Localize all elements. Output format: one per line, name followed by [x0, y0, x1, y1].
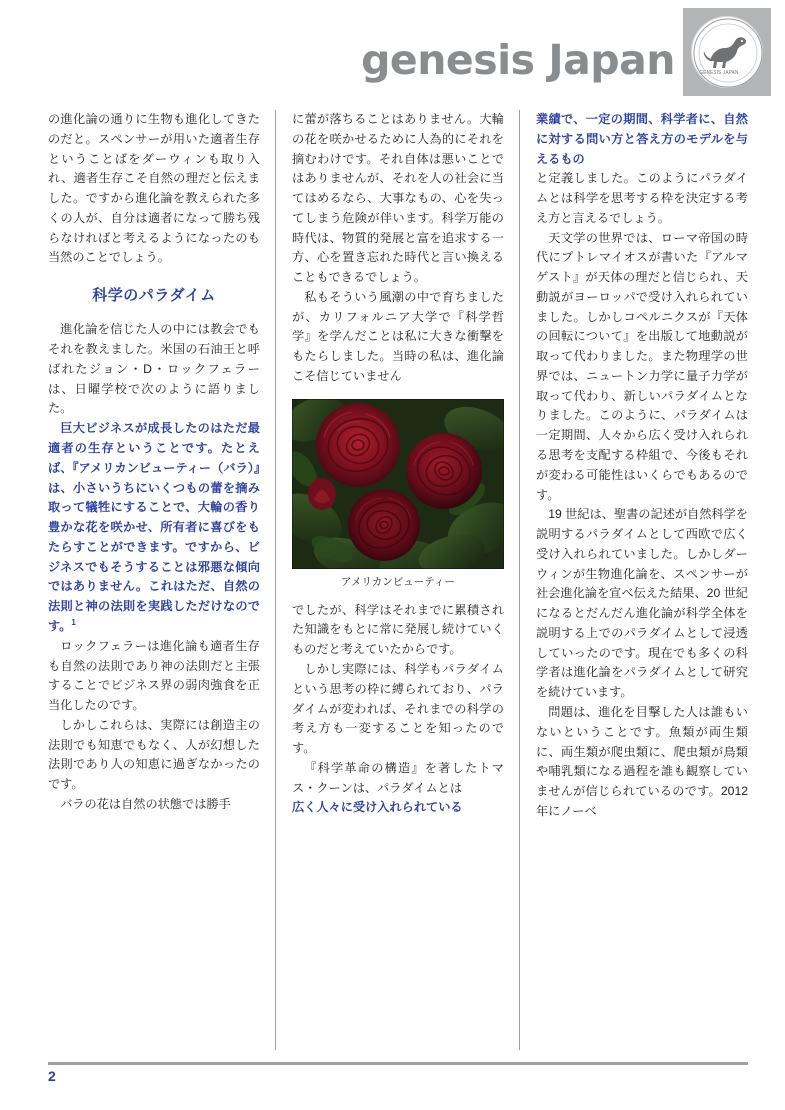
section-heading: 科学のパラダイム [92, 287, 216, 305]
paragraph: 天文学の世界では、ローマ帝国の時代にプトレマイオスが書いた『アルマゲスト』が天体の理だと信じられ、天動説がヨーロッパで受け入れられていました。しかしコペルニクスが『天体の回転について』を出版して地動説が取って代わりました。また物理学の世界では、ニュートン力学に量子力学が取って代わり、新しいパラダイムとなりました。このように、パラダイムは一定期間、人々から広く受け入れられる思考を支配する枠組で、今後もそれが変わる可能性はいくらでもあるのです。 [536, 230, 748, 502]
roses-illustration [292, 399, 504, 569]
paragraph: と定義しました。このようにパラダイムとは科学を思考する枠を決定する考え方と言えるでしょう。 [536, 171, 748, 225]
article-body [48, 110, 748, 1050]
logo-ring-label [683, 8, 755, 80]
column-divider-2 [519, 110, 520, 1050]
paragraph-highlight-text: 巨大ビジネスが成長したのはただ最適者の生存ということです。たとえば、『アメリカンビューティー（バラ）』は、小さいうちにいくつもの蕾を摘み取って犠牲にすることで、大輪の香り豊かな花を咲かせ、所有者に喜びをもたらすことができます。ですから、ビジネスでもそうすることは邪悪な傾向ではありません。これはただ、自然の法則と神の法則を実践しただけなのです。 [48, 421, 260, 633]
paragraph: しかし実際には、科学もパラダイムという思考の枠に縛られており、パラダイムが変われば、それまでの科学の考え方も一変することを知ったのです。 [292, 662, 504, 756]
footnote-marker: 1 [71, 617, 76, 627]
paragraph: 19 世紀は、聖書の記述が自然科学を説明するパラダイムとして西欧で広く受け入れられていました。しかしダーウィンが生物進化論を、スペンサーが社会進化論を宣べ伝えた結果、20 世紀になるとだんだん進化論が科学全体を説明する上でのパラダイムとして浸透していったのです。現在でも多くの科学者は進化論をパラダイムとして研究を続けています。 [536, 507, 748, 700]
paragraph-highlight: 広く人々に受け入れられている [292, 800, 463, 815]
column-1 [48, 110, 260, 1050]
column-divider-1 [275, 110, 276, 1050]
paragraph-highlight [48, 419, 260, 636]
paragraph [292, 759, 504, 799]
figure-roses [292, 399, 504, 591]
paragraph: 私もそういう風潮の中で育ちましたが、カリフォルニア大学で『科学哲学』を学んだことは私に大きな衝撃をもたらしました。当時の私は、進化論こそ信じていません [292, 289, 504, 383]
photo-american-beauty-roses [292, 399, 504, 569]
paragraph: 問題は、進化を目撃した人は誰もいないということです。魚類が両生類に、両生類が爬虫類に、爬虫類が鳥類や哺乳類になる過程を誰も観察していませんが信じられているのです。2012 年にノーベ [536, 704, 748, 818]
footer-divider [48, 1062, 748, 1065]
paragraph: ロックフェラーは進化論も適者生存も自然の法則であり神の法則だと主張することでビジネス界の弱肉強食を正当化したのです。 [48, 638, 260, 713]
page-number: 2 [48, 1068, 56, 1084]
logo-box [683, 8, 771, 96]
paragraph: 進化論を信じた人の中には教会でもそれを教えました。米国の石油王と呼ばれたジョン・D・ロックフェラーは、日曜学校で次のように語りました。 [48, 322, 260, 416]
paragraph-text: 『科学革命の構造』を著したトマス・クーンは、パラダイムとは [292, 760, 504, 795]
column-2 [292, 110, 504, 1050]
figure-caption: アメリカンビューティー [341, 575, 455, 588]
paragraph: バラの花は自然の状態では勝手 [60, 796, 231, 811]
page-header [0, 0, 785, 100]
logo-ring-text: GENESIS JAPAN [699, 70, 739, 76]
column-3 [536, 110, 748, 1050]
paragraph: に蕾が落ちることはありません。大輪の花を咲かせるために人為的にそれを摘むわけです。それ自体は悪いことではありませんが、それを人の社会に当てはめるなら、大事なもの、心を失ってしまう危険が伴います。科学万能の時代は、物質的発展と富を追求する一方、心を置き忘れた時代と言い換えることもできるでしょう。 [292, 112, 504, 285]
paragraph: でしたが、科学はそれまでに累積された知識をもとに常に発展し続けていくものだと考えていたからです。 [292, 602, 504, 657]
masthead-title: genesis Japan [361, 36, 675, 84]
paragraph-highlight: 業績で、一定の期間、科学者に、自然に対する問い方と答え方のモデルを与えるもの [536, 112, 748, 166]
paragraph: しかしこれらは、実際には創造主の法則でも知恵でもなく、人が幻想した法則であり人の知恵に過ぎなかったのです。 [48, 717, 260, 792]
paragraph: の進化論の通りに生物も進化してきたのだと。スペンサーが用いた適者生存ということばをダーウィンも取り入れ、適者生存こそ自然の理だと伝えました。ですから進化論を教えられた多くの人が、自分は適者になって勝ち残らなければと考えるようになったのも当然のことでしょう。 [48, 112, 260, 265]
